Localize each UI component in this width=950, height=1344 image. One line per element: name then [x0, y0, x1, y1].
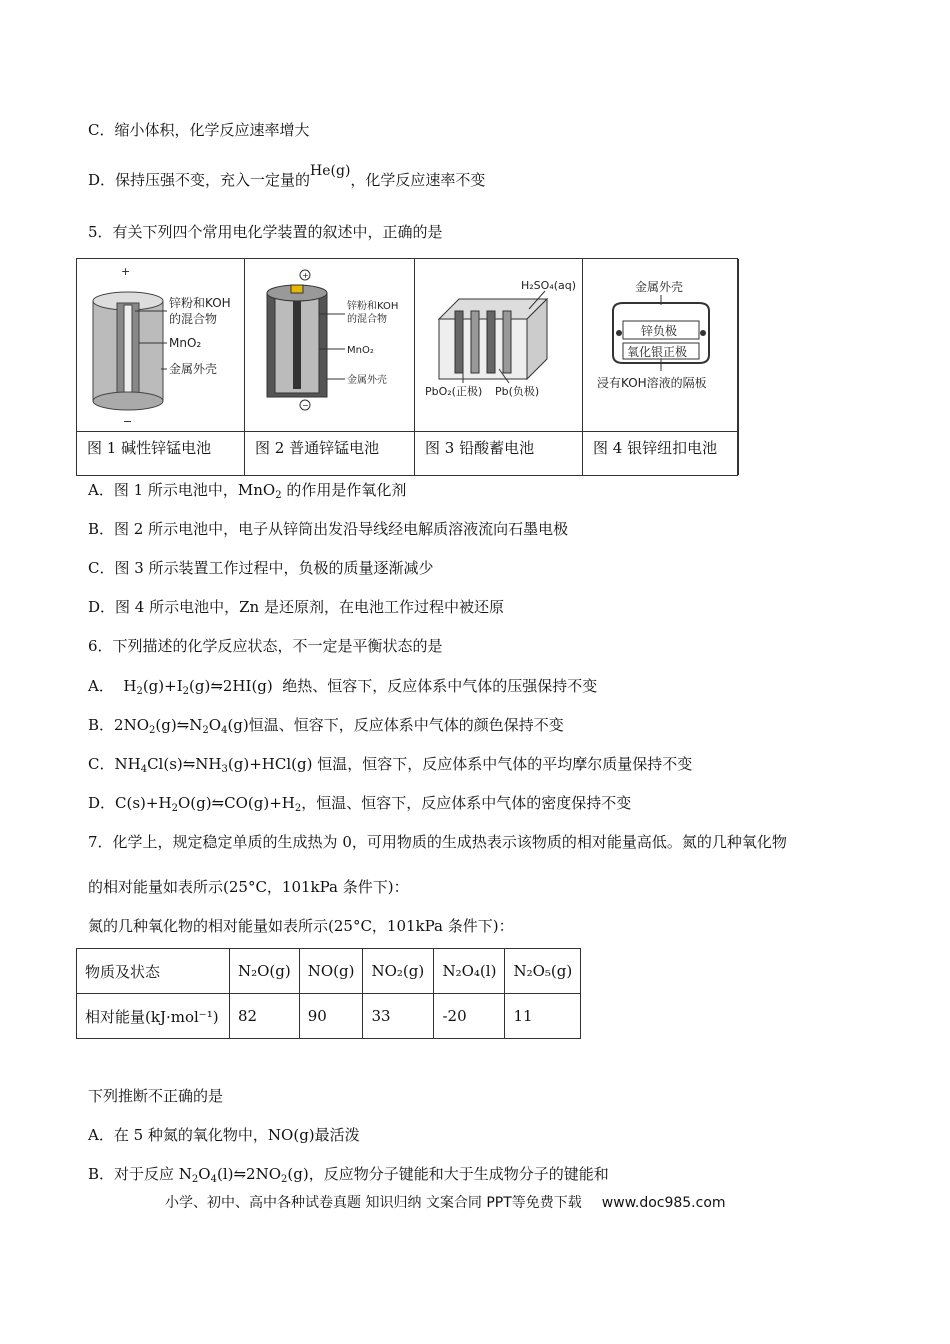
alkaline-zinc-manganese-battery-image [77, 259, 245, 431]
fig3-label-pbo2: PbO₂(正极) [425, 385, 483, 398]
figure-3-cell [415, 259, 583, 475]
fig1-label-zinc-koh: 锌粉和KOH [169, 296, 231, 310]
lead-acid-battery-image [415, 259, 583, 431]
figure-2-caption: 图 2 普通锌锰电池 [255, 439, 380, 457]
question-7-stem-line2: 的相对能量如表所示(25°C，101kPa 条件下)： [88, 878, 409, 896]
energy-table-header-cell: N₂O(g) [230, 949, 300, 994]
silver-zinc-button-battery-image [583, 259, 739, 431]
option-c-prev: C．缩小体积，化学反应速率增大 [88, 121, 310, 139]
figure-4-cell [583, 259, 739, 475]
fig1-label-mixture: 的混合物 [169, 312, 218, 326]
ordinary-zinc-manganese-battery-image [245, 259, 415, 431]
q6-option-c: C．$NH_4Cl(s)⇋NH_3(g)+HCl(g)$ 恒温，恒容下，反应体系中气体的平均摩尔质量保持不变 [88, 755, 693, 775]
fig1-plus-sign: + [121, 265, 131, 278]
figure-table-divider [77, 431, 737, 432]
energy-table-value-row [77, 994, 581, 1039]
fig4-label-shell: 金属外壳 [635, 280, 684, 294]
question-7-stem-line1: 7．化学上，规定稳定单质的生成热为 0，可用物质的生成热表示该物质的相对能量高低。氮的几种氧化物 [88, 833, 787, 851]
q6-option-d: D．$C(s)+H_2O(g)⇋CO(g)+H_2$，恒温、恒容下，反应体系中气体的密度保持不变 [88, 794, 632, 814]
energy-table-header-cell: N₂O₄(l) [434, 949, 505, 994]
question-5-stem: 5．有关下列四个常用电化学装置的叙述中，正确的是 [88, 223, 443, 241]
fig3-label-pb: Pb(负极) [495, 385, 540, 398]
fig4-label-separator: 浸有KOH溶液的隔板 [597, 376, 707, 390]
nitrogen-oxide-energy-table [76, 948, 581, 1039]
energy-table-header-cell: N₂O₅(g) [505, 949, 581, 994]
fig2-minus-sign: − [302, 401, 309, 410]
energy-table-row-label: 相对能量(kJ·mol⁻¹) [77, 994, 230, 1039]
page-footer [165, 1192, 726, 1212]
energy-table-value-cell: 82 [230, 994, 300, 1039]
he-gas-formula: He(g) [310, 163, 351, 179]
fig2-plus-sign: + [302, 271, 309, 280]
fig2-label-zinc-koh: 锌粉和KOH [347, 301, 399, 312]
option-d-prev [88, 163, 486, 191]
fig2-label-mno2: MnO₂ [347, 345, 374, 356]
q5-option-b: B．图 2 所示电池中，电子从锌筒出发沿导线经电解质溶液流向石墨电极 [88, 520, 569, 538]
figure-1-cell [77, 259, 245, 475]
energy-table-header-cell: NO₂(g) [363, 949, 434, 994]
fig2-label-shell: 金属外壳 [347, 375, 387, 386]
figure-3-caption: 图 3 铅酸蓄电池 [425, 439, 535, 457]
footer-text: 小学、初中、高中各种试卷真题 知识归纳 文案合同 PPT等免费下载 [165, 1195, 582, 1211]
question-7-ask: 下列推断不正确的是 [88, 1087, 224, 1105]
q6-option-a: A． $H_2(g)+I_2(g)⇋2HI(g)$ 绝热、恒容下，反应体系中气体的压强保持不变 [88, 677, 598, 697]
option-d-prev-post: ，化学反应速率不变 [350, 171, 486, 189]
fig1-label-mno2: MnO₂ [169, 336, 202, 350]
q5-option-d: D．图 4 所示电池中，Zn 是还原剂，在电池工作过程中被还原 [88, 598, 504, 616]
fig2-label-mixture: 的混合物 [347, 314, 387, 325]
fig1-minus-sign: − [123, 415, 133, 428]
q7-option-b: B．对于反应 $N_2O_4(l)⇋2NO_2(g)$，反应物分子键能和大于生成物分子的键能和 [88, 1165, 609, 1185]
energy-table-value-cell: 90 [299, 994, 363, 1039]
q6-option-b: B．$2NO_2(g)⇋N_2O_4(g)$恒温、恒容下，反应体系中气体的颜色保持不变 [88, 716, 564, 736]
question-6-stem: 6．下列描述的化学反应状态，不一定是平衡状态的是 [88, 637, 443, 655]
energy-table-value-cell: 33 [363, 994, 434, 1039]
figure-2-cell [245, 259, 415, 475]
energy-table-header-cell: 物质及状态 [77, 949, 230, 994]
fig3-label-h2so4: H₂SO₄(aq) [521, 279, 577, 292]
footer-url[interactable]: www.doc985.com [601, 1195, 726, 1211]
battery-figure-table [76, 258, 738, 476]
energy-table-header-row [77, 949, 581, 994]
fig4-label-zinc-anode: 锌负极 [641, 324, 678, 338]
q5-option-c: C．图 3 所示装置工作过程中，负极的质量逐渐减少 [88, 559, 434, 577]
energy-table-value-cell: 11 [505, 994, 581, 1039]
fig1-label-shell: 金属外壳 [169, 362, 218, 376]
energy-table-header-cell: NO(g) [299, 949, 363, 994]
fig4-label-silver-oxide: 氧化银正极 [627, 345, 688, 359]
option-d-prev-pre: D．保持压强不变，充入一定量的 [88, 171, 311, 189]
question-7-stem-line3: 氮的几种氧化物的相对能量如表所示(25°C，101kPa 条件下)： [88, 917, 514, 935]
figure-4-caption: 图 4 银锌纽扣电池 [593, 439, 718, 457]
energy-table-value-cell: -20 [434, 994, 505, 1039]
q7-option-a: A．在 5 种氮的氧化物中，NO(g)最活泼 [88, 1126, 360, 1144]
q5-option-a: A．图 1 所示电池中，MnO$_2$ 的作用是作氧化剂 [88, 481, 407, 501]
figure-1-caption: 图 1 碱性锌锰电池 [87, 439, 212, 457]
